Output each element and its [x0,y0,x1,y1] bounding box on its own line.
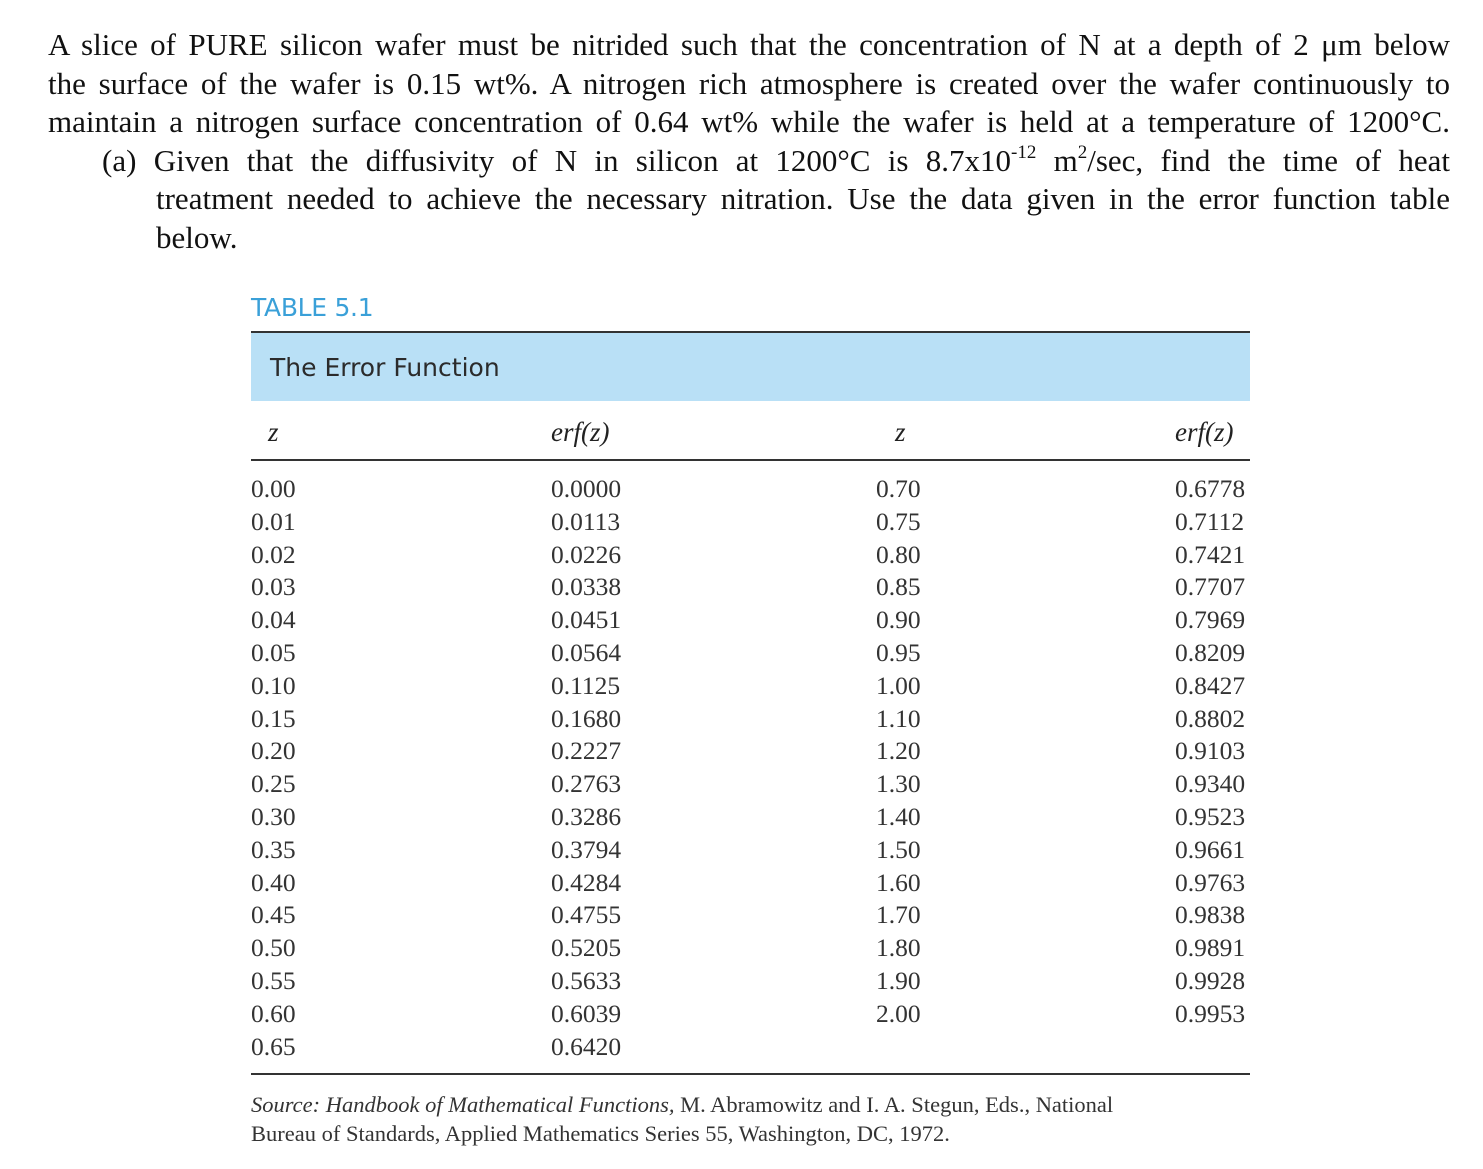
table-cell-erf: 0.9340 [1175,769,1246,799]
table-cell-z: 0.70 [876,474,921,503]
table-cell-z: 0.95 [876,637,921,667]
table-cell-erf: 0.9661 [1175,834,1246,864]
table-cell-erf: 0.0451 [551,605,622,635]
table-cell-erf: 0.7421 [1175,539,1246,569]
column-erf-right [1175,473,1245,1031]
table-cell-erf: 0.5205 [551,933,622,963]
header-rule [251,459,1250,461]
table-cell-erf: 0.2763 [551,769,622,799]
table-cell-z: 0.05 [251,637,296,667]
table-cell-erf: 0.4755 [551,900,622,930]
table-cell-z: 1.80 [876,933,921,963]
table-cell-z: 0.50 [251,933,296,963]
table-cell-erf: 0.9838 [1175,900,1246,930]
table-cell-z: 1.00 [876,670,921,700]
table-cell-z: 0.30 [251,801,296,831]
table-cell-z: 0.10 [251,670,296,700]
table-cell-z: 0.65 [251,1031,296,1061]
table-cell-erf: 0.4284 [551,867,622,897]
column-erf-left [551,473,621,1063]
table-cell-z: 0.35 [251,834,296,864]
part-a-line-2: treatment needed to achieve the necessary nitration. Use the data given in the error function table [156,181,1450,216]
table-cell-erf: 0.9928 [1175,965,1246,995]
table-cell-erf: 0.1125 [551,670,621,700]
table-cell-erf: 0.9523 [1175,801,1246,831]
problem-line-3: maintain a nitrogen surface concentration of 0.64 wt% while the wafer is held at a temperature of 1200°C. [48,104,1450,139]
table-cell-erf: 0.0000 [551,474,622,503]
table-caption: The Error Function [270,353,500,382]
table-cell-erf: 0.2227 [551,736,622,766]
table-cell-z: 1.30 [876,769,921,799]
table-cell-erf: 0.9953 [1175,998,1246,1028]
table-cell-z: 0.80 [876,539,921,569]
table-cell-z: 0.04 [251,605,296,635]
table-label: TABLE 5.1 [251,293,374,322]
table-cell-z: 1.40 [876,801,921,831]
header-erf-right: erf(z) [1175,417,1234,447]
table-cell-erf: 0.6420 [551,1031,622,1061]
table-cell-erf: 0.7969 [1175,605,1246,635]
table-cell-z: 1.90 [876,965,921,995]
table-cell-z: 0.60 [251,998,296,1028]
table-cell-erf: 0.3286 [551,801,622,831]
part-a-line-1: (a) Given that the diffusivity of N in silicon at 1200°C is $8.7x10^{-12}$ $m^2/\sec$, find the time of heat [102,141,1450,178]
table-cell-erf: 0.0338 [551,572,622,602]
table-cell-z: 2.00 [876,998,921,1028]
table-cell-z: 1.60 [876,867,921,897]
table-cell-z: 1.70 [876,900,921,930]
table-cell-z: 1.10 [876,703,921,733]
column-z-right [876,473,921,1031]
table-cell-z: 0.00 [251,474,296,503]
table-cell-erf: 0.8427 [1175,670,1246,700]
footer-rule [251,1073,1250,1075]
table-cell-erf: 0.8802 [1175,703,1246,733]
header-z-left: z [268,417,279,447]
table-cell-z: 0.45 [251,900,296,930]
table-cell-erf: 0.8209 [1175,637,1246,667]
table-cell-erf: 0.9891 [1175,933,1246,963]
table-cell-z: 0.25 [251,769,296,799]
table-cell-erf: 0.7112 [1175,506,1245,536]
table-cell-z: 1.50 [876,834,921,864]
column-z-left [251,473,296,1063]
table-cell-erf: 0.0564 [551,637,622,667]
table-cell-erf: 0.9103 [1175,736,1246,766]
table-cell-erf: 0.1680 [551,703,622,733]
part-a-label: (a) [102,142,137,178]
table-cell-z: 0.20 [251,736,296,766]
table-cell-erf: 0.7707 [1175,572,1246,602]
part-a-line-3: below. [156,219,238,255]
problem-line-1: A slice of PURE silicon wafer must be nitrided such that the concentration of N at a depth of 2 μm below [48,27,1450,62]
table-cell-z: 0.40 [251,867,296,897]
table-cell-erf: 0.5633 [551,965,622,995]
table-cell-z: 0.02 [251,539,296,569]
table-cell-z: 0.15 [251,703,296,733]
table-cell-z: 0.55 [251,965,296,995]
header-z-right: z [895,417,906,447]
table-cell-erf: 0.6778 [1175,474,1246,503]
table-source: Source: Handbook of Mathematical Functions, M. Abramowitz and I. A. Stegun, Eds., National Bureau of Standards, Applied Mathematics Series 55, Washington, DC, 1972. [251,1092,1114,1146]
table-cell-erf: 0.9763 [1175,867,1246,897]
problem-line-2: the surface of the wafer is 0.15 wt%. A nitrogen rich atmosphere is created over the wafer continuously to [48,65,1450,101]
table-cell-z: 0.01 [251,506,296,536]
table-cell-z: 0.85 [876,572,921,602]
table-cell-erf: 0.3794 [551,834,622,864]
table-cell-erf: 0.6039 [551,998,622,1028]
table-cell-z: 1.20 [876,736,921,766]
table-cell-erf: 0.0226 [551,539,622,569]
problem-statement [48,26,1450,257]
table-caption-band [251,331,1250,401]
table-cell-z: 0.75 [876,506,921,536]
table-cell-erf: 0.0113 [551,506,621,536]
table-cell-z: 0.90 [876,605,921,635]
header-erf-left: erf(z) [551,417,610,447]
table-cell-z: 0.03 [251,572,296,602]
